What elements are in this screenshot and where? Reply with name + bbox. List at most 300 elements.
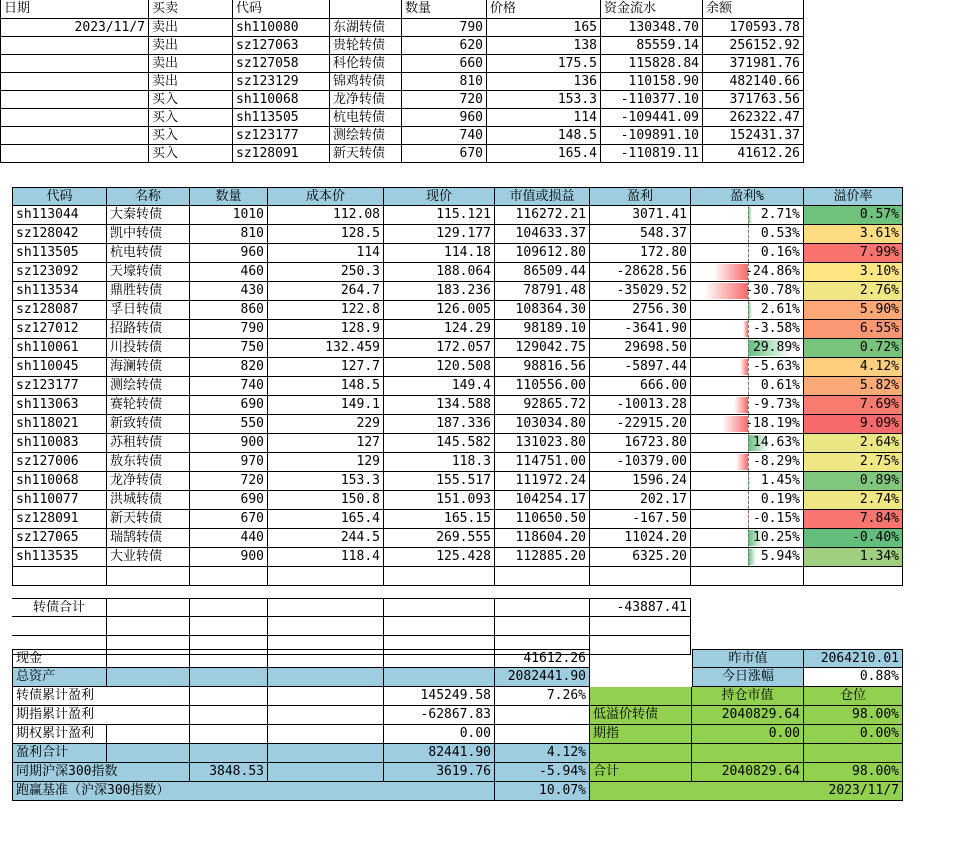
holdings-cell-cost[interactable]: 165.4 [268,510,384,529]
trades-cell-code[interactable]: sz123177 [233,127,330,145]
holdings-cell-profit[interactable]: 172.80 [590,244,691,263]
premium-cell[interactable]: 0.89% [804,472,903,491]
holdings-header-cell[interactable]: 数量 [190,187,268,206]
empty-cell[interactable] [190,617,268,636]
premium-cell[interactable]: 2.74% [804,491,903,510]
holdings-cell-profit[interactable]: 666.00 [590,377,691,396]
summary-cell[interactable] [190,668,268,687]
empty-cell[interactable] [691,567,804,586]
holdings-cell-price[interactable]: 269.555 [384,529,495,548]
summary-cell[interactable] [268,744,384,763]
holdings-cell-price[interactable]: 129.177 [384,225,495,244]
cb-profit-label[interactable]: 转债累计盈利 [12,687,190,706]
summary-cell[interactable] [384,649,495,668]
holdings-cell-profit[interactable]: 548.37 [590,225,691,244]
holdings-cell-value[interactable]: 108364.30 [495,301,590,320]
summary-cell[interactable] [268,649,384,668]
holdings-cell-price[interactable]: 134.588 [384,396,495,415]
trades-cell-name[interactable]: 龙净转债 [330,91,402,109]
holdings-cell-profit[interactable]: -3641.90 [590,320,691,339]
trades-cell-date[interactable] [0,73,149,91]
cash-value[interactable]: 41612.26 [495,649,590,668]
holdings-cell-value[interactable]: 92865.72 [495,396,590,415]
trades-cell-flow[interactable]: -109891.10 [601,127,703,145]
holdings-cell-value[interactable]: 114751.00 [495,453,590,472]
premium-cell[interactable]: 1.34% [804,548,903,567]
holdings-cell-cost[interactable]: 153.3 [268,472,384,491]
empty-cell[interactable] [804,567,903,586]
holdings-cell-profit[interactable]: 3071.41 [590,206,691,225]
holdings-cell-name[interactable]: 新致转债 [107,415,190,434]
summary-cell[interactable] [268,763,384,782]
holdings-cell-code[interactable]: sz127012 [12,320,107,339]
holdings-header-cell[interactable]: 现价 [384,187,495,206]
holdings-cell-cost[interactable]: 149.1 [268,396,384,415]
trades-cell-date[interactable]: 2023/11/7 [0,19,149,37]
premium-cell[interactable]: 0.72% [804,339,903,358]
holdings-cell-price[interactable]: 183.236 [384,282,495,301]
summary-cell[interactable] [268,725,384,744]
green-cell[interactable] [692,744,804,763]
summary-cell[interactable] [107,725,190,744]
premium-cell[interactable]: 7.69% [804,396,903,415]
green-cell[interactable] [590,744,692,763]
trades-cell-date[interactable] [0,109,149,127]
holdings-cell-code[interactable]: sz127065 [12,529,107,548]
holdings-cell-value[interactable]: 118604.20 [495,529,590,548]
trades-cell-date[interactable] [0,145,149,163]
holdings-cell-price[interactable]: 118.3 [384,453,495,472]
trades-cell-balance[interactable]: 152431.37 [703,127,804,145]
trades-header-cell[interactable]: 余额 [703,0,804,19]
empty-cell[interactable] [268,567,384,586]
benchmark-label[interactable]: 跑赢基准（沪深300指数） [12,782,495,801]
holdings-cell-qty[interactable]: 690 [190,396,268,415]
trades-cell-balance[interactable]: 371981.76 [703,55,804,73]
hs300-now[interactable]: 3619.76 [384,763,495,782]
holdings-cell-name[interactable]: 凯中转债 [107,225,190,244]
holdings-cell-code[interactable]: sh110045 [12,358,107,377]
holdings-cell-value[interactable]: 104254.17 [495,491,590,510]
holdings-cell-qty[interactable]: 1010 [190,206,268,225]
green-cell[interactable] [590,687,692,706]
trades-header-cell[interactable] [330,0,402,19]
empty-cell[interactable] [590,636,691,655]
holdings-cell-cost[interactable]: 264.7 [268,282,384,301]
trades-cell-qty[interactable]: 720 [402,91,487,109]
trades-cell-balance[interactable]: 262322.47 [703,109,804,127]
holdings-cell-price[interactable]: 114.18 [384,244,495,263]
holdings-cell-cost[interactable]: 244.5 [268,529,384,548]
holdings-cell-cost[interactable]: 229 [268,415,384,434]
holdings-cell-profit[interactable]: -10379.00 [590,453,691,472]
trades-cell-qty[interactable]: 960 [402,109,487,127]
trades-cell-price[interactable]: 136 [487,73,601,91]
holdings-cell-cost[interactable]: 150.8 [268,491,384,510]
premium-cell[interactable]: 2.75% [804,453,903,472]
trades-cell-flow[interactable]: 85559.14 [601,37,703,55]
trades-cell-side[interactable]: 买入 [149,109,233,127]
trades-cell-price[interactable]: 165.4 [487,145,601,163]
holdings-cell-name[interactable]: 大业转债 [107,548,190,567]
trades-cell-code[interactable]: sz123129 [233,73,330,91]
trades-cell-side[interactable]: 卖出 [149,73,233,91]
holdings-cell-profit[interactable]: 1596.24 [590,472,691,491]
position-value-label[interactable]: 持仓市值 [692,687,804,706]
trades-cell-flow[interactable]: 130348.70 [601,19,703,37]
trades-cell-flow[interactable]: -109441.09 [601,109,703,127]
trades-cell-side[interactable]: 买入 [149,145,233,163]
holdings-cell-cost[interactable]: 112.08 [268,206,384,225]
holdings-cell-value[interactable]: 110650.50 [495,510,590,529]
trades-cell-date[interactable] [0,127,149,145]
holdings-cell-name[interactable]: 测绘转债 [107,377,190,396]
trades-cell-qty[interactable]: 670 [402,145,487,163]
holdings-cell-qty[interactable]: 960 [190,244,268,263]
summary-cell[interactable] [107,744,190,763]
today-change[interactable]: 0.88% [804,668,903,687]
holdings-cell-value[interactable]: 98816.56 [495,358,590,377]
empty-cell[interactable] [590,617,691,636]
profit-pct-cell[interactable] [691,396,804,415]
holdings-cell-name[interactable]: 敖东转债 [107,453,190,472]
holdings-cell-value[interactable]: 111972.24 [495,472,590,491]
profit-pct-cell[interactable] [691,244,804,263]
premium-cell[interactable]: 5.90% [804,301,903,320]
total-cell[interactable] [190,598,268,617]
holdings-cell-name[interactable]: 天壕转债 [107,263,190,282]
trades-cell-side[interactable]: 卖出 [149,55,233,73]
trades-cell-price[interactable]: 114 [487,109,601,127]
holdings-cell-qty[interactable]: 820 [190,358,268,377]
trades-header-cell[interactable]: 价格 [487,0,601,19]
options-profit-label[interactable]: 期权累计盈利 [12,725,107,744]
summary-cell[interactable] [107,668,190,687]
trades-cell-side[interactable]: 卖出 [149,37,233,55]
holdings-cell-code[interactable]: sh118021 [12,415,107,434]
summary-cell[interactable] [495,706,590,725]
holdings-cell-code[interactable]: sz128087 [12,301,107,320]
trades-cell-price[interactable]: 165 [487,19,601,37]
empty-cell[interactable] [12,617,107,636]
holdings-cell-code[interactable]: sh113505 [12,244,107,263]
profit-total-label[interactable]: 盈利合计 [12,744,107,763]
trades-cell-name[interactable]: 杭电转债 [330,109,402,127]
trades-cell-balance[interactable]: 256152.92 [703,37,804,55]
holdings-cell-cost[interactable]: 128.5 [268,225,384,244]
holdings-cell-cost[interactable]: 118.4 [268,548,384,567]
premium-cell[interactable]: 5.82% [804,377,903,396]
holdings-header-cell[interactable]: 市值或损益 [495,187,590,206]
hs300-label[interactable]: 同期沪深300指数 [12,763,190,782]
options-profit-value[interactable]: 0.00 [384,725,495,744]
holdings-cell-qty[interactable]: 810 [190,225,268,244]
empty-cell[interactable] [384,567,495,586]
holdings-cell-code[interactable]: sh110061 [12,339,107,358]
profit-pct-cell[interactable] [691,263,804,282]
trades-cell-date[interactable] [0,55,149,73]
profit-pct-cell[interactable] [691,434,804,453]
holdings-cell-cost[interactable]: 132.459 [268,339,384,358]
holdings-cell-name[interactable]: 招路转债 [107,320,190,339]
holdings-cell-cost[interactable]: 114 [268,244,384,263]
trades-cell-qty[interactable]: 790 [402,19,487,37]
profit-total-pct[interactable]: 4.12% [495,744,590,763]
profit-pct-cell[interactable] [691,415,804,434]
holdings-cell-profit[interactable]: -10013.28 [590,396,691,415]
profit-total-value[interactable]: 82441.90 [384,744,495,763]
holdings-cell-qty[interactable]: 900 [190,434,268,453]
summary-cell[interactable] [495,725,590,744]
trades-cell-balance[interactable]: 482140.66 [703,73,804,91]
cb-profit-value[interactable]: 145249.58 [384,687,495,706]
trades-cell-date[interactable] [0,37,149,55]
holdings-cell-value[interactable]: 104633.37 [495,225,590,244]
trades-cell-side[interactable]: 买入 [149,127,233,145]
summary-cell[interactable] [107,649,190,668]
holdings-cell-price[interactable]: 172.057 [384,339,495,358]
holdings-cell-code[interactable]: sh113044 [12,206,107,225]
today-change-label[interactable]: 今日涨幅 [692,668,804,687]
holdings-cell-profit[interactable]: -22915.20 [590,415,691,434]
trades-header-cell[interactable]: 买卖 [149,0,233,19]
trades-cell-name[interactable]: 测绘转债 [330,127,402,145]
trades-cell-code[interactable]: sh110080 [233,19,330,37]
empty-cell[interactable] [590,567,691,586]
profit-pct-cell[interactable] [691,472,804,491]
holdings-cell-name[interactable]: 新天转债 [107,510,190,529]
total-cell[interactable] [495,598,590,617]
holdings-cell-name[interactable]: 川投转债 [107,339,190,358]
holdings-cell-price[interactable]: 124.29 [384,320,495,339]
holdings-cell-cost[interactable]: 148.5 [268,377,384,396]
premium-cell[interactable]: 2.64% [804,434,903,453]
holdings-cell-value[interactable]: 110556.00 [495,377,590,396]
holdings-header-cell[interactable]: 盈利% [691,187,804,206]
trades-cell-qty[interactable]: 810 [402,73,487,91]
holdings-cell-qty[interactable]: 430 [190,282,268,301]
holdings-cell-name[interactable]: 鼎胜转债 [107,282,190,301]
profit-pct-cell[interactable] [691,453,804,472]
holdings-cell-value[interactable]: 109612.80 [495,244,590,263]
cash-label[interactable]: 现金 [12,649,107,668]
empty-cell[interactable] [268,617,384,636]
futures-profit-label[interactable]: 期指累计盈利 [12,706,190,725]
holdings-header-cell[interactable]: 溢价率 [804,187,903,206]
low-premium-position[interactable]: 98.00% [804,706,903,725]
holdings-cell-cost[interactable]: 250.3 [268,263,384,282]
trades-cell-flow[interactable]: -110819.11 [601,145,703,163]
holdings-cell-cost[interactable]: 127 [268,434,384,453]
profit-pct-cell[interactable] [691,320,804,339]
futures-value[interactable]: 0.00 [692,725,804,744]
total-cell[interactable] [268,598,384,617]
holdings-cell-code[interactable]: sh113534 [12,282,107,301]
prev-value[interactable]: 2064210.01 [804,649,903,668]
profit-pct-cell[interactable] [691,301,804,320]
holdings-cell-qty[interactable]: 670 [190,510,268,529]
empty-cell[interactable] [495,617,590,636]
trades-cell-name[interactable]: 锦鸡转债 [330,73,402,91]
holdings-cell-profit[interactable]: 11024.20 [590,529,691,548]
holdings-cell-profit[interactable]: -167.50 [590,510,691,529]
holdings-cell-code[interactable]: sh113535 [12,548,107,567]
holdings-cell-cost[interactable]: 122.8 [268,301,384,320]
holdings-cell-name[interactable]: 龙净转债 [107,472,190,491]
cb-total-label[interactable]: 转债合计 [12,598,107,617]
trades-header-cell[interactable]: 资金流水 [601,0,703,19]
summary-cell[interactable] [268,706,384,725]
trades-cell-price[interactable]: 175.5 [487,55,601,73]
holdings-cell-qty[interactable]: 550 [190,415,268,434]
summary-cell[interactable] [190,687,268,706]
holdings-cell-qty[interactable]: 900 [190,548,268,567]
profit-pct-cell[interactable] [691,491,804,510]
total-cell[interactable] [107,598,190,617]
futures-profit-value[interactable]: -62867.83 [384,706,495,725]
holdings-cell-value[interactable]: 131023.80 [495,434,590,453]
profit-pct-cell[interactable] [691,510,804,529]
holdings-cell-price[interactable]: 155.517 [384,472,495,491]
trades-cell-balance[interactable]: 371763.56 [703,91,804,109]
trades-cell-code[interactable]: sh113505 [233,109,330,127]
trades-cell-side[interactable]: 卖出 [149,19,233,37]
holdings-cell-value[interactable]: 98189.10 [495,320,590,339]
empty-cell[interactable] [190,567,268,586]
holdings-cell-price[interactable]: 125.428 [384,548,495,567]
trades-cell-code[interactable]: sz128091 [233,145,330,163]
position-label[interactable]: 仓位 [804,687,903,706]
holdings-cell-code[interactable]: sz127006 [12,453,107,472]
premium-cell[interactable]: 3.10% [804,263,903,282]
holdings-cell-code[interactable]: sh110068 [12,472,107,491]
total-cell[interactable] [384,598,495,617]
holdings-cell-cost[interactable]: 129 [268,453,384,472]
premium-cell[interactable]: 7.99% [804,244,903,263]
holdings-cell-name[interactable]: 赛轮转债 [107,396,190,415]
holdings-cell-profit[interactable]: -28628.56 [590,263,691,282]
trades-cell-price[interactable]: 148.5 [487,127,601,145]
empty-cell[interactable] [107,567,190,586]
summary-cell[interactable] [190,725,268,744]
holdings-cell-value[interactable]: 78791.48 [495,282,590,301]
summary-cell[interactable] [268,668,384,687]
total-assets-label[interactable]: 总资产 [12,668,107,687]
prev-value-label[interactable]: 昨市值 [692,649,804,668]
trades-cell-balance[interactable]: 170593.78 [703,19,804,37]
trades-cell-code[interactable]: sh110068 [233,91,330,109]
premium-cell[interactable]: 9.09% [804,415,903,434]
holdings-header-cell[interactable]: 成本价 [268,187,384,206]
trades-cell-name[interactable]: 东湖转债 [330,19,402,37]
profit-pct-cell[interactable] [691,529,804,548]
holdings-cell-price[interactable]: 115.121 [384,206,495,225]
trades-cell-name[interactable]: 贵轮转债 [330,37,402,55]
holdings-cell-name[interactable]: 瑞鹄转债 [107,529,190,548]
holdings-cell-name[interactable]: 孚日转债 [107,301,190,320]
holdings-cell-price[interactable]: 145.582 [384,434,495,453]
trades-header-cell[interactable]: 代码 [233,0,330,19]
holdings-cell-price[interactable]: 188.064 [384,263,495,282]
low-premium-value[interactable]: 2040829.64 [692,706,804,725]
profit-pct-cell[interactable] [691,225,804,244]
premium-cell[interactable]: 4.12% [804,358,903,377]
total-assets-value[interactable]: 2082441.90 [495,668,590,687]
holdings-cell-price[interactable]: 149.4 [384,377,495,396]
empty-cell[interactable] [107,617,190,636]
total-position[interactable]: 98.00% [804,763,903,782]
holdings-cell-profit[interactable]: -35029.52 [590,282,691,301]
holdings-cell-code[interactable]: sz123177 [12,377,107,396]
holdings-cell-profit[interactable]: 6325.20 [590,548,691,567]
trades-header-cell[interactable]: 日期 [0,0,149,19]
holdings-cell-qty[interactable]: 720 [190,472,268,491]
trades-cell-name[interactable]: 科伦转债 [330,55,402,73]
holdings-cell-name[interactable]: 杭电转债 [107,244,190,263]
summary-cell[interactable] [268,687,384,706]
holdings-cell-code[interactable]: sz128042 [12,225,107,244]
total-cell[interactable]: -43887.41 [590,598,691,617]
trades-cell-flow[interactable]: 115828.84 [601,55,703,73]
profit-pct-cell[interactable] [691,282,804,301]
summary-cell[interactable] [190,744,268,763]
holdings-cell-qty[interactable]: 970 [190,453,268,472]
holdings-cell-value[interactable]: 103034.80 [495,415,590,434]
profit-pct-cell[interactable] [691,548,804,567]
cb-profit-pct[interactable]: 7.26% [495,687,590,706]
holdings-cell-qty[interactable]: 790 [190,320,268,339]
holdings-cell-cost[interactable]: 128.9 [268,320,384,339]
low-premium-label[interactable]: 低溢价转债 [590,706,692,725]
futures-label[interactable]: 期指 [590,725,692,744]
empty-cell[interactable] [12,567,107,586]
holdings-cell-qty[interactable]: 750 [190,339,268,358]
holdings-cell-qty[interactable]: 440 [190,529,268,548]
profit-pct-cell[interactable] [691,206,804,225]
profit-pct-cell[interactable] [691,377,804,396]
holdings-cell-cost[interactable]: 127.7 [268,358,384,377]
holdings-cell-price[interactable]: 151.093 [384,491,495,510]
holdings-cell-price[interactable]: 120.508 [384,358,495,377]
holdings-cell-name[interactable]: 大秦转债 [107,206,190,225]
green-cell[interactable] [804,744,903,763]
summary-cell[interactable] [384,668,495,687]
holdings-cell-qty[interactable]: 460 [190,263,268,282]
report-date[interactable]: 2023/11/7 [590,782,903,801]
trades-cell-flow[interactable]: 110158.90 [601,73,703,91]
hs300-start[interactable]: 3848.53 [190,763,268,782]
holdings-cell-code[interactable]: sz128091 [12,510,107,529]
holdings-cell-profit[interactable]: 2756.30 [590,301,691,320]
trades-cell-balance[interactable]: 41612.26 [703,145,804,163]
holdings-cell-value[interactable]: 129042.75 [495,339,590,358]
holdings-header-cell[interactable]: 盈利 [590,187,691,206]
premium-cell[interactable]: 3.61% [804,225,903,244]
profit-pct-cell[interactable] [691,339,804,358]
futures-position[interactable]: 0.00% [804,725,903,744]
holdings-cell-value[interactable]: 86509.44 [495,263,590,282]
holdings-cell-qty[interactable]: 860 [190,301,268,320]
holdings-cell-code[interactable]: sh110077 [12,491,107,510]
trades-cell-flow[interactable]: -110377.10 [601,91,703,109]
trades-cell-code[interactable]: sz127058 [233,55,330,73]
holdings-header-cell[interactable]: 名称 [107,187,190,206]
holdings-cell-code[interactable]: sh113063 [12,396,107,415]
holdings-cell-name[interactable]: 苏租转债 [107,434,190,453]
trades-cell-code[interactable]: sz127063 [233,37,330,55]
holdings-cell-code[interactable]: sh110083 [12,434,107,453]
total-label[interactable]: 合计 [590,763,692,782]
